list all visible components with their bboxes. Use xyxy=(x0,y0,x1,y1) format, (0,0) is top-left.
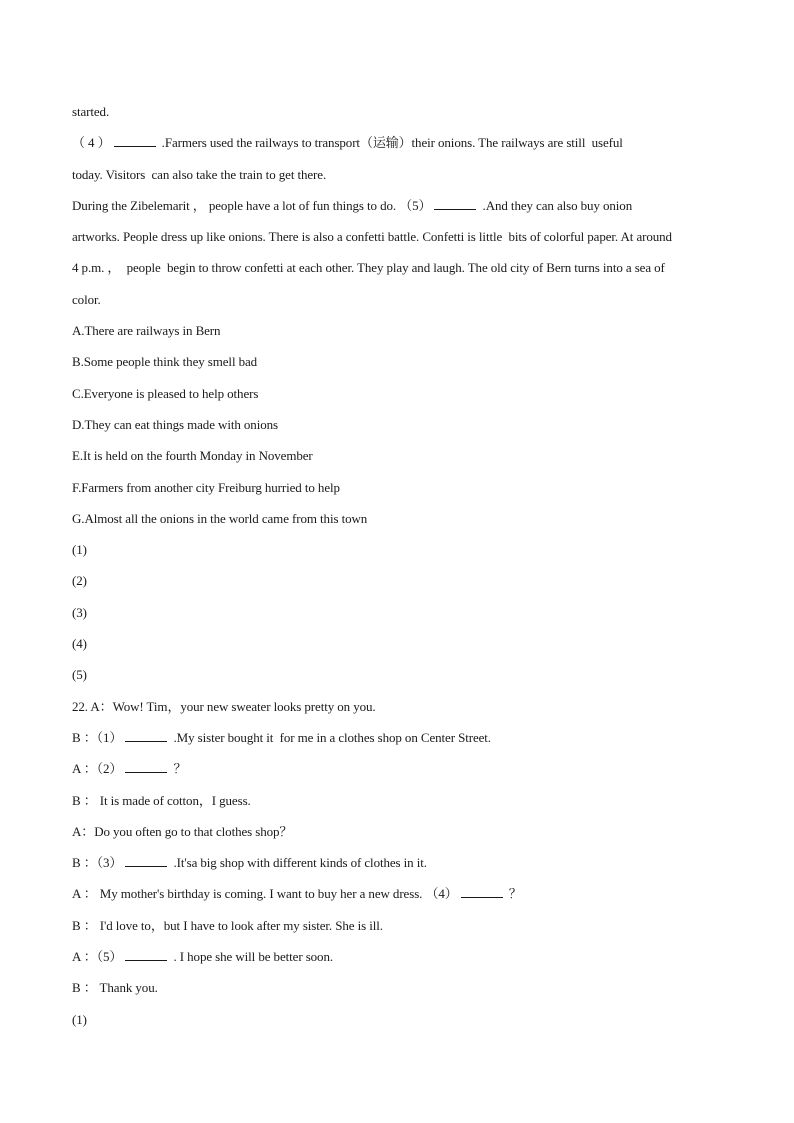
passage-line-blank-4 xyxy=(72,133,722,164)
dialogue-speaker: B ：（3） xyxy=(72,855,123,871)
dialogue-line-blank-1 xyxy=(72,728,722,759)
dialogue-text: . I hope she will be better soon. xyxy=(170,949,334,965)
answer-line-3: (3) xyxy=(72,604,87,620)
passage-line: started. xyxy=(72,104,110,119)
answer-blank xyxy=(125,760,167,773)
answer-line-1: (1) xyxy=(72,542,87,558)
dialogue-line: B ： It is made of cotton，I guess. xyxy=(72,792,251,808)
dialogue-line-blank-5 xyxy=(72,947,722,978)
passage-line: today. Visitors can also take the train to get there. xyxy=(72,166,327,182)
passage-line: 4 p.m. ， people begin to throw confetti at each other. They play and laugh. The old city of Bern turns into a sea of xyxy=(72,260,665,276)
dialogue-text: ？ xyxy=(170,761,187,777)
dialogue-text: ？ xyxy=(505,886,522,902)
passage-text: During the Zibelemarit ， people have a lot of fun things to do. （5） xyxy=(72,197,432,213)
passage-line-blank-5 xyxy=(72,196,722,227)
answer-line-1: (1) xyxy=(72,1011,87,1027)
dialogue-text: .It'sa big shop with different kinds of clothes in it. xyxy=(170,855,427,871)
option-d: D.They can eat things made with onions xyxy=(72,416,278,432)
answer-line-5: (5) xyxy=(72,667,87,683)
dialogue-line: B ： Thank you. xyxy=(72,980,158,996)
answer-blank xyxy=(125,729,167,742)
passage-text: .Farmers used the railways to transport（运输）their onions. The railways are still useful xyxy=(158,135,623,151)
answer-blank xyxy=(114,134,156,147)
answer-blank xyxy=(125,948,167,961)
dialogue-speaker: B ：（1） xyxy=(72,729,123,745)
option-c: C.Everyone is pleased to help others xyxy=(72,385,259,401)
dialogue-text: .My sister bought it for me in a clothes shop on Center Street. xyxy=(170,729,491,745)
answer-blank xyxy=(125,854,167,867)
dialogue-line: B ： I'd love to，but I have to look after my sister. She is ill. xyxy=(72,917,383,933)
option-b: B.Some people think they smell bad xyxy=(72,354,258,370)
blank-number: （ 4 ） xyxy=(72,135,111,151)
dialogue-line: A：Do you often go to that clothes shop？ xyxy=(72,823,293,839)
dialogue-text: A ： My mother's birthday is coming. I want to buy her a new dress. （4） xyxy=(72,886,458,902)
dialogue-line: 22. A：Wow! Tim，your new sweater looks pretty on you. xyxy=(72,698,376,714)
answer-blank xyxy=(434,197,476,210)
document-page xyxy=(72,102,722,1041)
answer-line-2: (2) xyxy=(72,573,87,589)
option-g: G.Almost all the onions in the world came from this town xyxy=(72,510,368,526)
passage-line: color. xyxy=(72,291,101,307)
answer-blank xyxy=(461,885,503,898)
dialogue-speaker: A ：（5） xyxy=(72,949,123,965)
passage-text: .And they can also buy onion xyxy=(479,197,633,213)
option-e: E.It is held on the fourth Monday in November xyxy=(72,448,313,464)
dialogue-line-blank-2 xyxy=(72,759,722,790)
passage-line: artworks. People dress up like onions. There is also a confetti battle. Confetti is little bits of colorful paper. At around xyxy=(72,229,672,245)
option-f: F.Farmers from another city Freiburg hurried to help xyxy=(72,479,340,495)
option-a: A.There are railways in Bern xyxy=(72,323,221,339)
dialogue-speaker: A ：（2） xyxy=(72,761,123,777)
answer-line-4: (4) xyxy=(72,636,87,652)
dialogue-line-blank-4 xyxy=(72,884,722,915)
dialogue-line-blank-3 xyxy=(72,853,722,884)
